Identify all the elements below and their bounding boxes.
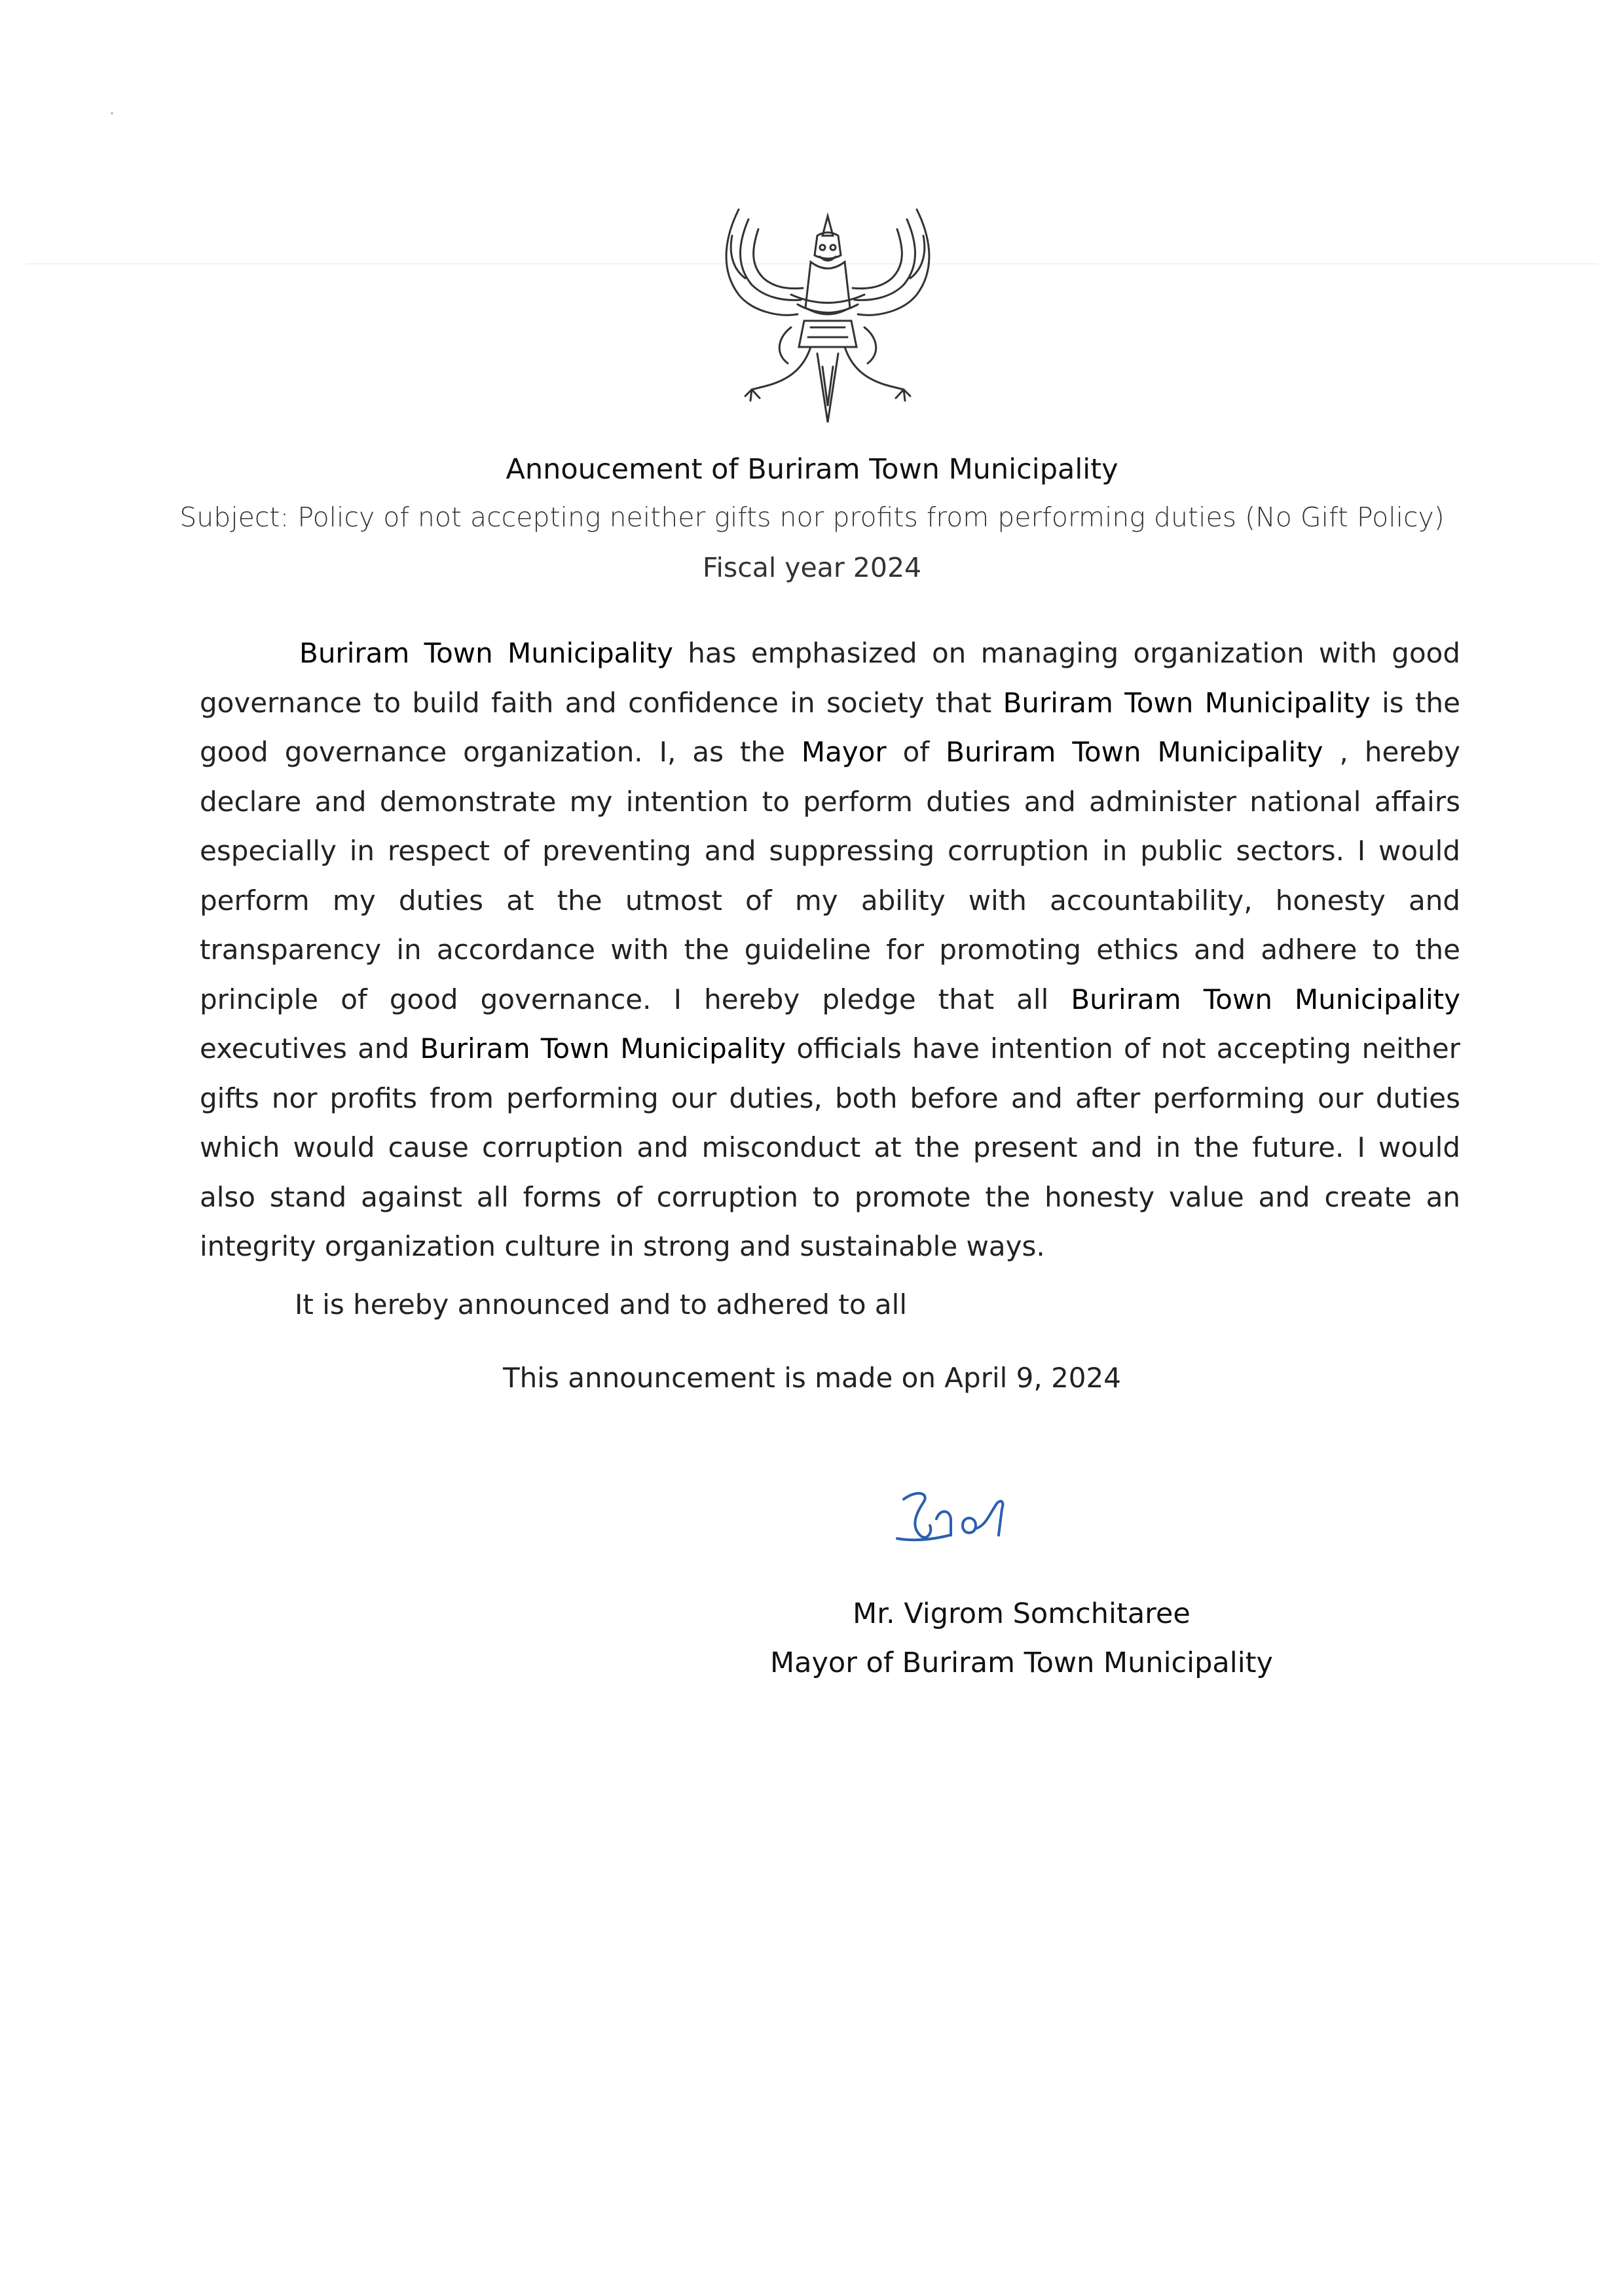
signer-position: Mayor of Buriram Town Municipality xyxy=(770,1647,1273,1679)
announcement-title: Annoucement of Buriram Town Municipality xyxy=(506,453,1118,486)
org-name-text: Buriram Town Municipality xyxy=(299,637,674,669)
announcement-subject: Subject: Policy of not accepting neither gifts nor profits from performing duties (No Gift Policy) xyxy=(179,501,1445,533)
body-text: officials have intention of not accepting neither gifts nor profits from performing our duties, both before and after performing our duties which would cause corruption and misconduct at the present and in the future. I would also stand against all forms of corruption to promote the honesty value and create an integrity organization culture in strong and sustainable ways. xyxy=(200,1032,1461,1262)
signer-name: Mr. Vigrom Somchitaree xyxy=(853,1597,1190,1630)
scan-speck xyxy=(110,111,115,117)
org-name-text: Buriram Town Municipality xyxy=(1071,983,1461,1015)
body-text: is the good governance organization. I, as the xyxy=(200,686,1460,768)
org-name-text: Buriram Town Municipality xyxy=(420,1032,786,1065)
body-paragraph xyxy=(200,629,1460,1271)
body-text: executives and xyxy=(200,1032,420,1065)
org-name-text: Buriram Town Municipality xyxy=(1003,686,1371,719)
closing-line: It is hereby announced and to adhered to all xyxy=(295,1288,907,1321)
body-text: has emphasized on managing organization with good governance to build faith and confidence in society that xyxy=(200,637,1460,719)
body-text: , hereby declare and demonstrate my intention to perform duties and administer national affairs especially in respect of preventing and suppressing corruption in public sectors. I would perform my duties at the utmost of my ability with accountability, honesty and transparency in accordance with the guideline for promoting ethics and adhere to the principle of good governance. I hereby pledge that all xyxy=(200,736,1461,1015)
date-line: This announcement is made on April 9, 2024 xyxy=(503,1362,1121,1394)
body-text: of xyxy=(886,736,946,768)
handwritten-signature xyxy=(891,1480,1022,1552)
fiscal-year: Fiscal year 2024 xyxy=(702,552,922,583)
garuda-emblem-icon xyxy=(712,196,943,432)
org-name-text: Buriram Town Municipality xyxy=(946,736,1323,768)
org-name-text: Mayor xyxy=(801,736,887,768)
